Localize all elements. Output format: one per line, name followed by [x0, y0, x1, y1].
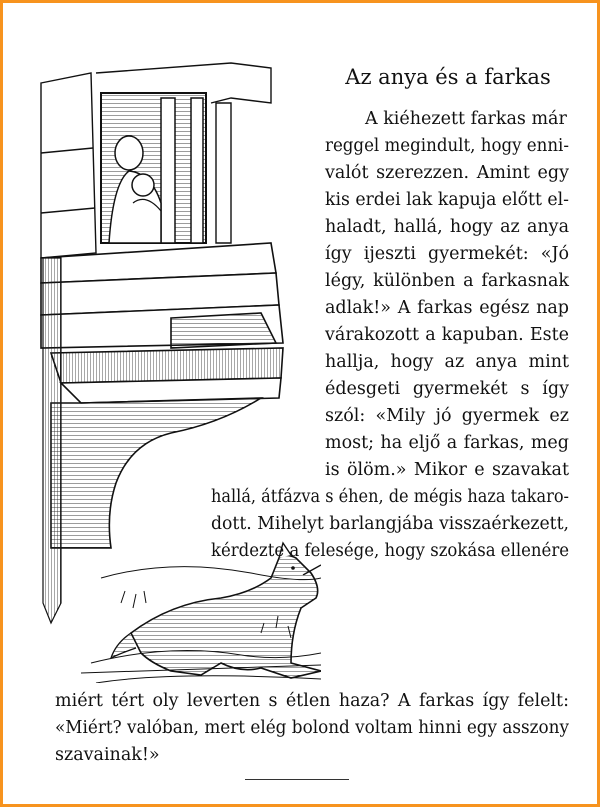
- window-woman-child: [101, 93, 206, 243]
- text-line: hallja, hogy az anya mint: [325, 352, 569, 372]
- text-line: szól: «Mily jó gyermek ez: [325, 406, 569, 426]
- pillar: [43, 258, 61, 623]
- text-line: dott. Mihelyt barlangjába visszaérkezett,: [211, 514, 569, 534]
- text-line: így ijeszti gyermekét: «Jó: [325, 244, 569, 264]
- text-line: haladt, hallá, hogy az anya: [325, 217, 569, 237]
- story-title: Az anya és a farkas: [345, 65, 551, 89]
- text-line: kis erdei lak kapuja előtt el-: [325, 190, 569, 210]
- engraving-illustration: [21, 43, 321, 683]
- text-line: szavainak!»: [55, 745, 160, 765]
- text-line: «Miért? valóban, mert elég bolond voltam hinni egy asszony: [55, 718, 569, 738]
- text-line: kérdezte a felesége, hogy szokása ellenére: [211, 541, 569, 561]
- text-line: most; ha eljő a farkas, meg: [325, 433, 569, 453]
- text-line: hallá, átfázva s éhen, de mégis haza takaro-: [211, 487, 569, 507]
- text-line: is ölöm.» Mikor e szavakat: [325, 460, 569, 480]
- text-line: légy, különben a farkasnak: [325, 271, 569, 291]
- wolf-figure: [111, 543, 321, 678]
- text-line: édesgeti gyermekét s így: [325, 379, 569, 399]
- text-line: várakozott a kapuban. Este: [325, 325, 569, 345]
- text-line: miért tért oly leverten s étlen haza? A farkas így felelt:: [55, 691, 569, 711]
- text-line: reggel megindult, hogy enni-: [325, 136, 569, 156]
- text-line: valót szerezzen. Amint egy: [325, 163, 569, 183]
- balcony: [41, 243, 283, 403]
- text-line: A kiéhezett farkas már: [365, 109, 567, 129]
- text-line: adlak!» A farkas egész nap: [325, 298, 569, 318]
- footer-rule: [245, 779, 349, 780]
